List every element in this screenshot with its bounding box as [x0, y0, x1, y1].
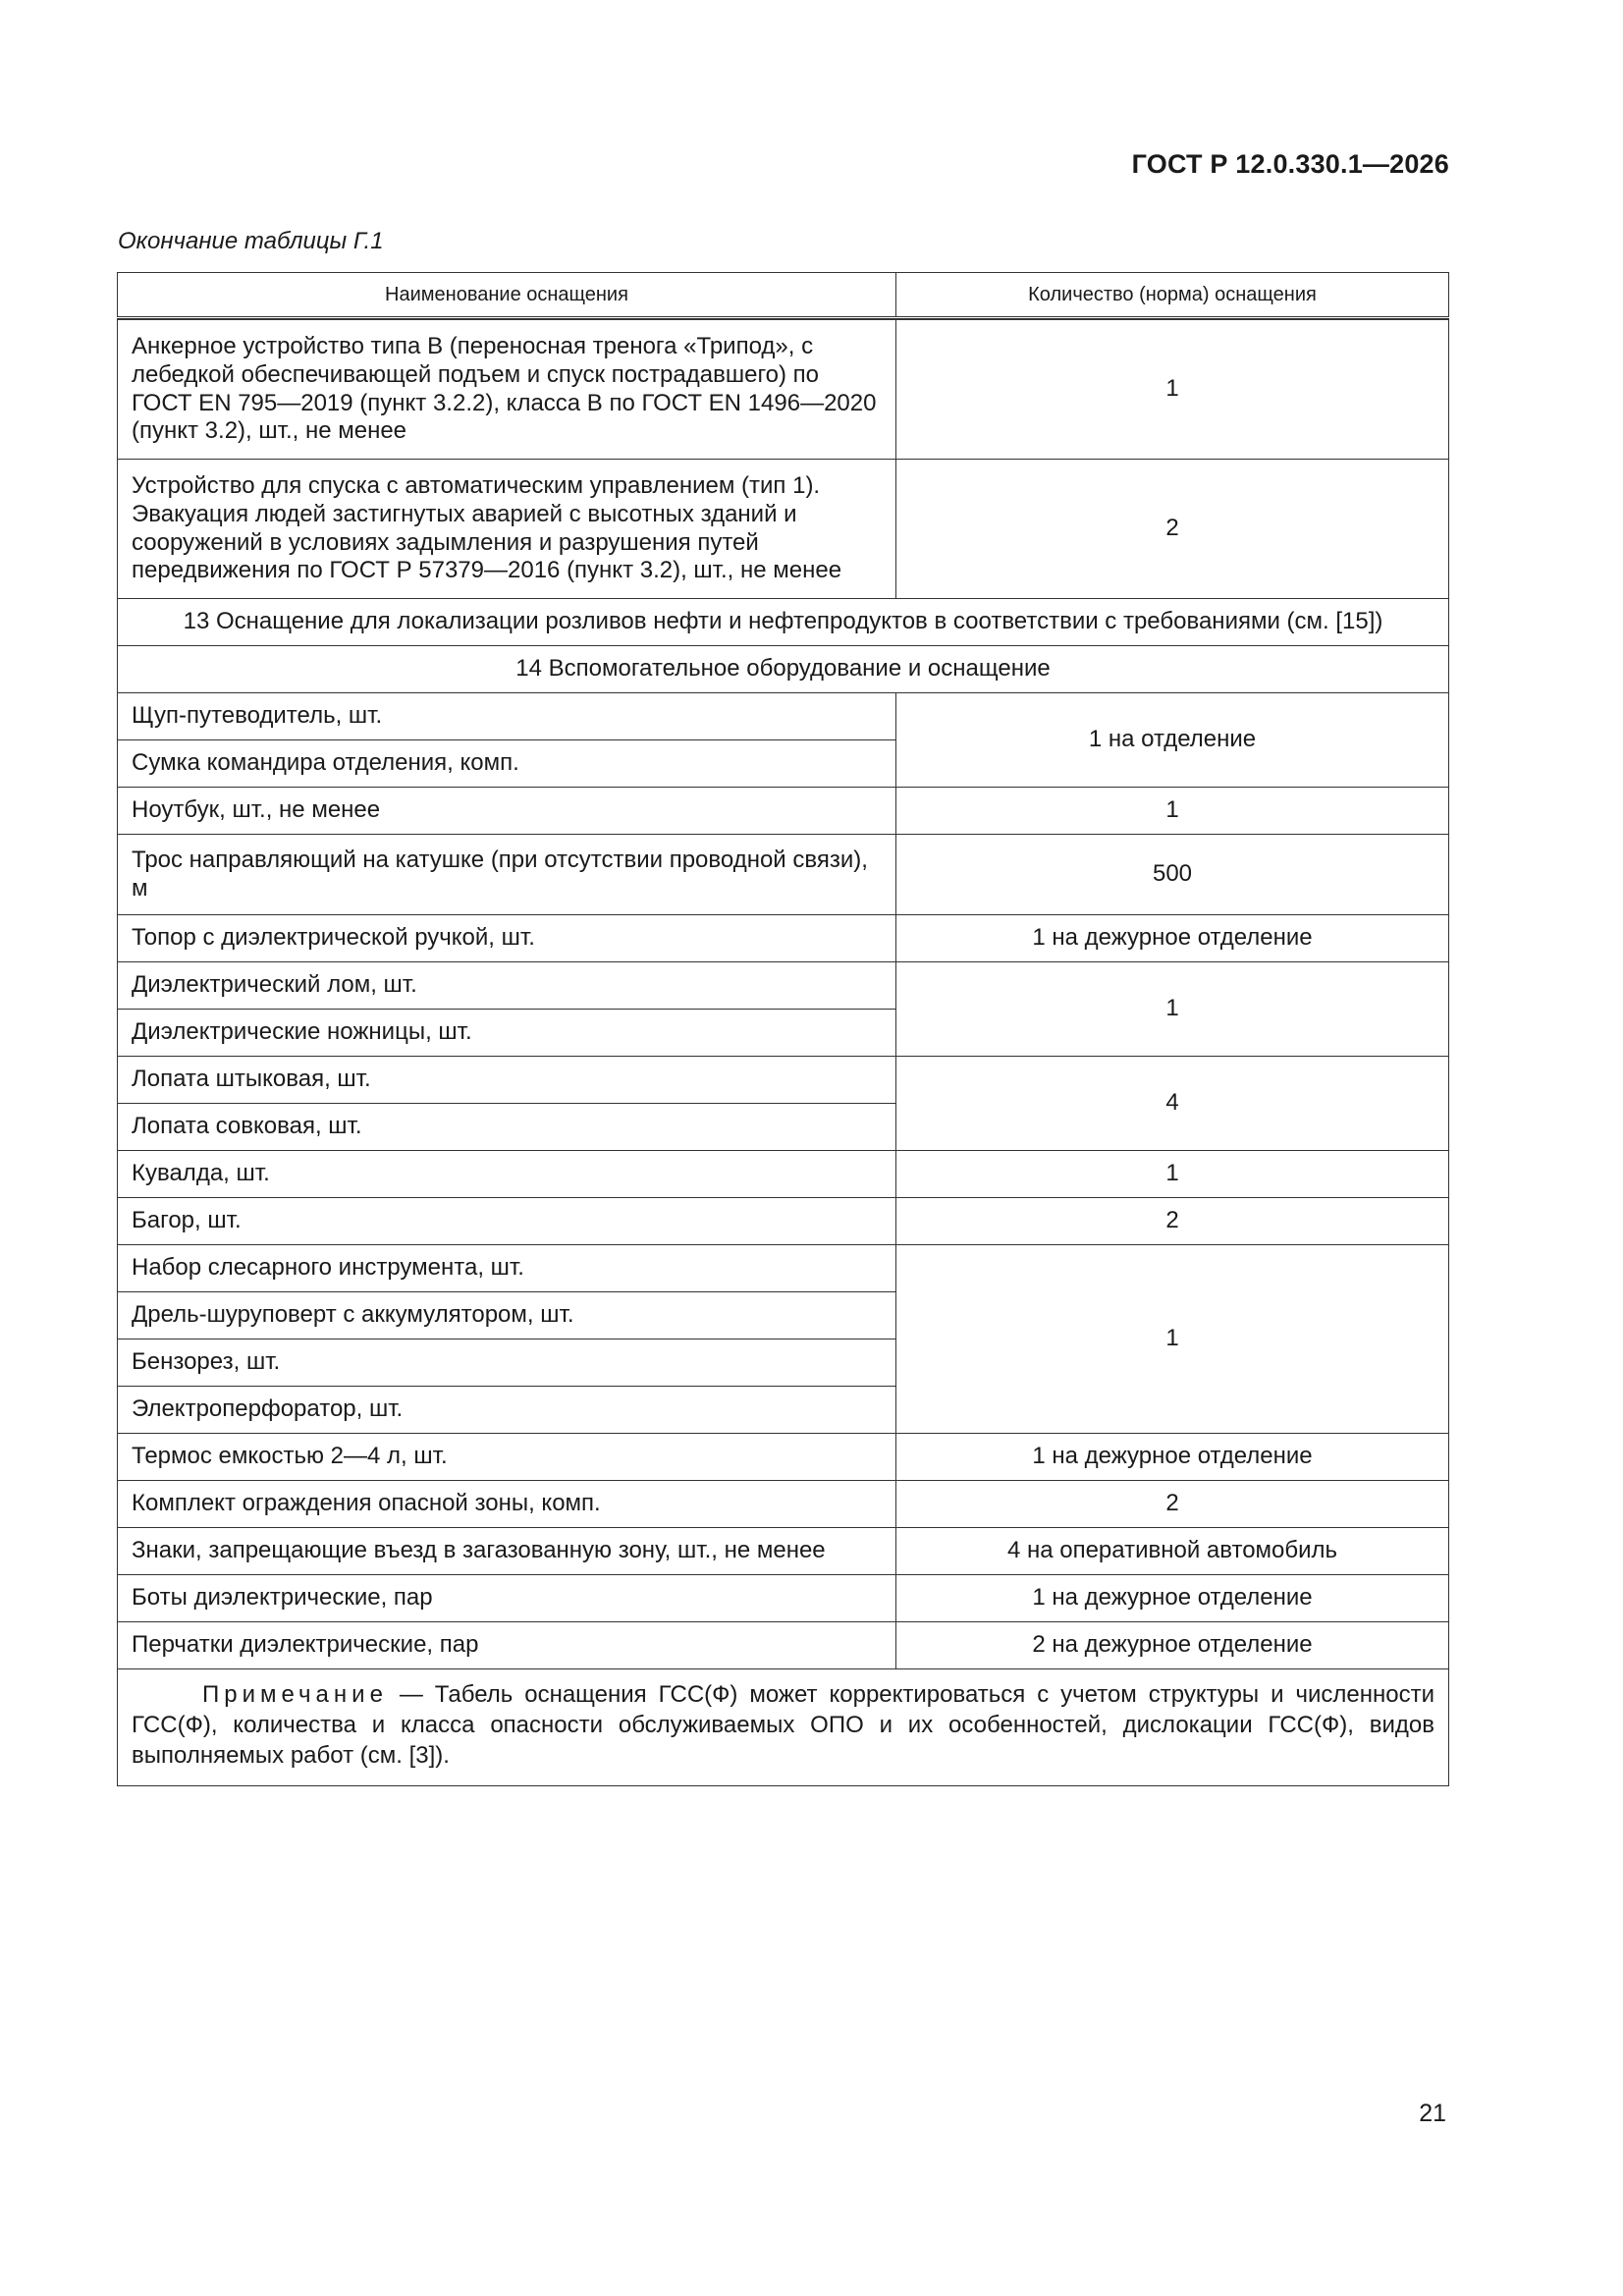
table-caption: Окончание таблицы Г.1: [118, 228, 384, 254]
table-row: [118, 1575, 1449, 1622]
item-qty: 4: [896, 1057, 1449, 1151]
item-qty: 500: [896, 835, 1449, 915]
item-qty: 1: [896, 788, 1449, 835]
table-row: [118, 1434, 1449, 1481]
item-qty: 2 на дежурное отделение: [896, 1622, 1449, 1669]
item-name: Анкерное устройство типа В (переносная тренога «Трипод», с лебедкой обеспечивающей подъем и спуск пострадавшего) по ГОСТ EN 795—2019 (пункт 3.2.2), класса В по ГОСТ EN 1496—2020 (пункт 3.2), шт., не менее: [118, 320, 896, 460]
table-row: [118, 1528, 1449, 1575]
table-header-row: [118, 273, 1449, 318]
page-number: 21: [1419, 2100, 1446, 2127]
item-name: Устройство для спуска с автоматическим управлением (тип 1). Эвакуация людей застигнутых аварией с высотных зданий и сооружений в условиях задымления и разрушения путей передвижения по ГОСТ Р 57379—2016 (пункт 3.2), шт., не менее: [118, 460, 896, 599]
item-name: Бензорез, шт.: [118, 1339, 896, 1387]
note-text: — Табель оснащения ГСС(Ф) может корректироваться с учетом структуры и численности ГСС(Ф), количества и класса опасности обслуживаемых ОПО и их особенностей, дислокации ГСС(Ф), видов выполняемых работ (см. [3]).: [132, 1681, 1434, 1770]
section-row: [118, 599, 1449, 646]
section-title: 13 Оснащение для локализации розливов нефти и нефтепродуктов в соответствии с требованиями (см. [15]): [118, 599, 1449, 646]
note-row: [118, 1669, 1449, 1786]
item-name: Дрель-шуруповерт с аккумулятором, шт.: [118, 1292, 896, 1339]
item-name: Набор слесарного инструмента, шт.: [118, 1245, 896, 1292]
item-qty: 1: [896, 1151, 1449, 1198]
section-row: [118, 646, 1449, 693]
note-label: Примечание: [202, 1681, 388, 1708]
item-qty: 1: [896, 962, 1449, 1057]
table-row: [118, 1481, 1449, 1528]
table-row: [118, 1245, 1449, 1292]
column-header-name: Наименование оснащения: [118, 273, 896, 318]
item-name: Щуп-путеводитель, шт.: [118, 693, 896, 740]
item-name: Лопата штыковая, шт.: [118, 1057, 896, 1104]
table-row: [118, 1151, 1449, 1198]
item-name: Кувалда, шт.: [118, 1151, 896, 1198]
item-name: Термос емкостью 2—4 л, шт.: [118, 1434, 896, 1481]
equipment-table: [117, 272, 1449, 1786]
item-name: Багор, шт.: [118, 1198, 896, 1245]
item-qty: 2: [896, 460, 1449, 599]
column-header-qty: Количество (норма) оснащения: [896, 273, 1449, 318]
item-name: Электроперфоратор, шт.: [118, 1387, 896, 1434]
item-name: Диэлектрические ножницы, шт.: [118, 1010, 896, 1057]
item-qty: 1 на дежурное отделение: [896, 915, 1449, 962]
item-qty: 1 на дежурное отделение: [896, 1575, 1449, 1622]
item-qty: 1: [896, 1245, 1449, 1434]
item-qty: 1: [896, 320, 1449, 460]
item-qty: 4 на оперативной автомобиль: [896, 1528, 1449, 1575]
item-qty: 1 на отделение: [896, 693, 1449, 788]
item-name: Знаки, запрещающие въезд в загазованную зону, шт., не менее: [118, 1528, 896, 1575]
table-row: [118, 1622, 1449, 1669]
section-title: 14 Вспомогательное оборудование и оснащение: [118, 646, 1449, 693]
item-name: Комплект ограждения опасной зоны, комп.: [118, 1481, 896, 1528]
item-name: Сумка командира отделения, комп.: [118, 740, 896, 788]
table-row: [118, 460, 1449, 599]
item-name: Перчатки диэлектрические, пар: [118, 1622, 896, 1669]
item-name: Боты диэлектрические, пар: [118, 1575, 896, 1622]
item-qty: 2: [896, 1198, 1449, 1245]
table-note: [118, 1669, 1449, 1786]
table-row: [118, 320, 1449, 460]
table-row: [118, 1198, 1449, 1245]
item-name: Трос направляющий на катушке (при отсутствии проводной связи), м: [118, 835, 896, 915]
table-row: [118, 1057, 1449, 1104]
table-row: [118, 915, 1449, 962]
item-qty: 2: [896, 1481, 1449, 1528]
table-row: [118, 693, 1449, 740]
item-name: Диэлектрический лом, шт.: [118, 962, 896, 1010]
item-name: Лопата совковая, шт.: [118, 1104, 896, 1151]
table-row: [118, 835, 1449, 915]
document-code: ГОСТ Р 12.0.330.1—2026: [1131, 149, 1449, 179]
item-qty: 1 на дежурное отделение: [896, 1434, 1449, 1481]
table-row: [118, 962, 1449, 1010]
table-row: [118, 788, 1449, 835]
item-name: Ноутбук, шт., не менее: [118, 788, 896, 835]
item-name: Топор с диэлектрической ручкой, шт.: [118, 915, 896, 962]
